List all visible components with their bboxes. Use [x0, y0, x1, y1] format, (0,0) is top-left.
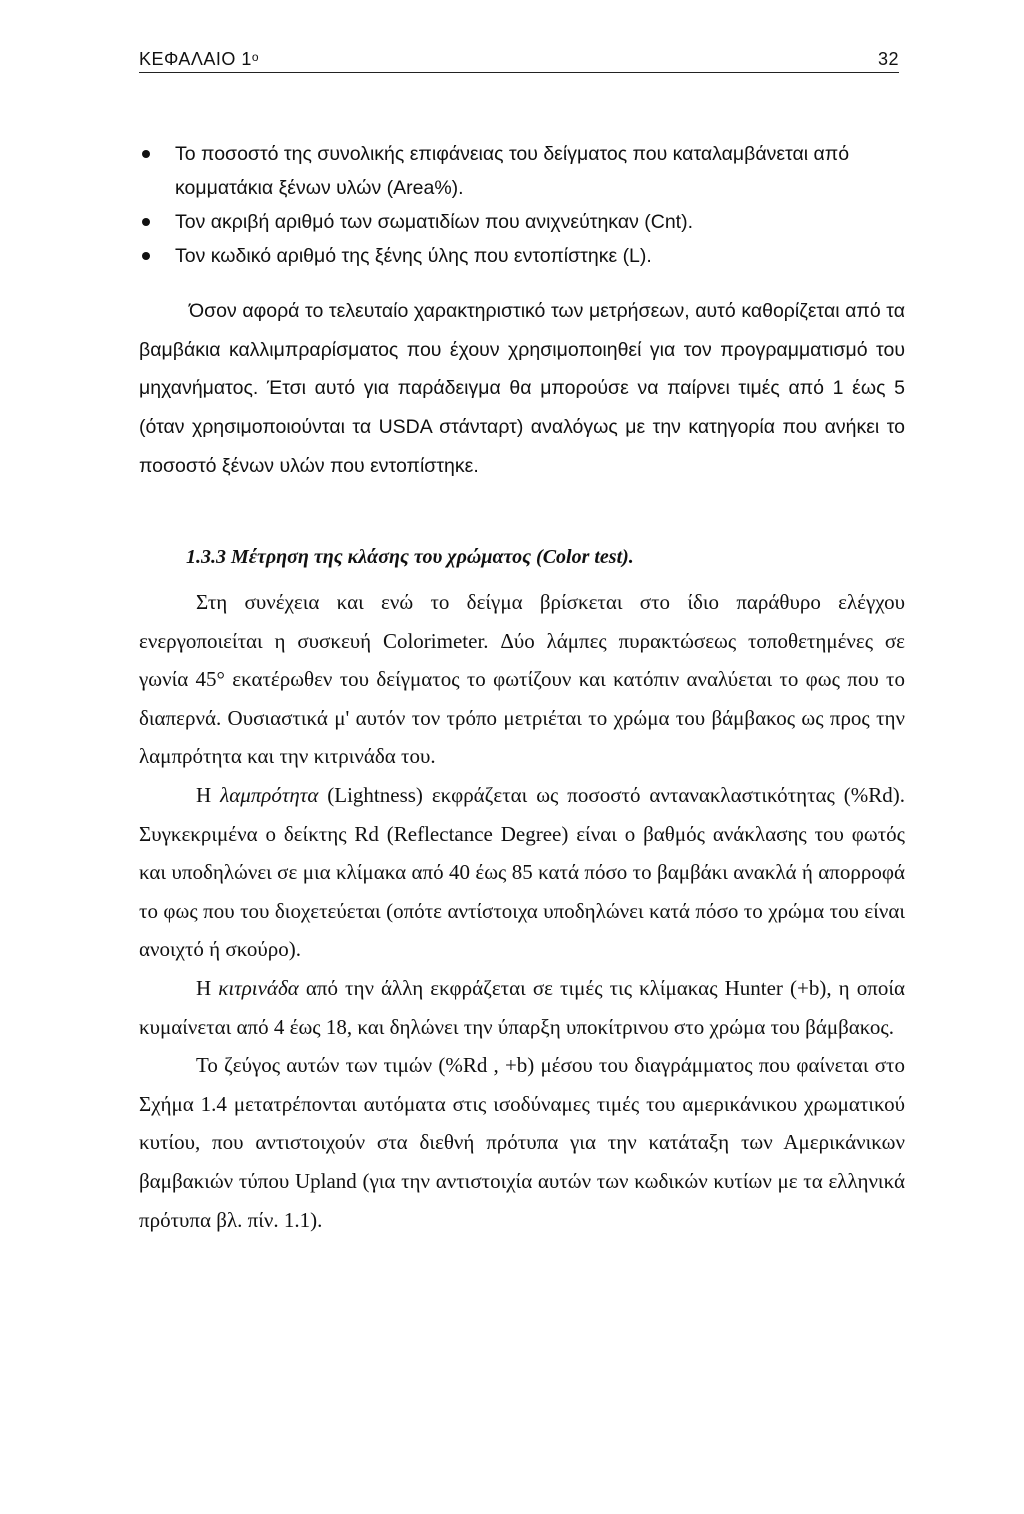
bullet-icon: [142, 252, 150, 260]
chapter-label: ΚΕΦΑΛΑΙΟ $1^o$: [139, 49, 260, 69]
lightness-term: λαμπρότητα: [220, 782, 319, 807]
list-item-text: Τον ακριβή αριθμό των σωματιδίων που ανιχνεύτηκαν (Cnt).: [175, 211, 694, 233]
page-number: 32: [877, 49, 899, 69]
color-paragraph: Στη συνέχεια και ενώ το δείγμα βρίσκεται στο ίδιο παράθυρο ελέγχου ενεργοποιείται η συσκευή Colorimeter. Δύο λάμπες πυρακτώσεως τοποθετημένες σε γωνία 45° εκατέρωθεν του δείγματος το φωτίζουν και κατόπιν αναλύεται το φως που το διαπερνά. Ουσιαστικά μ' αυτόν τον τρόπο μετριέται το χρώμα του βάμβακος ως προς την λαμπρότητα και την κιτρινάδα του.: [139, 590, 905, 769]
grade-paragraph: Όσον αφορά το τελευταίο χαρακτηριστικό των μετρήσεων, αυτό καθορίζεται από τα βαμβάκια καλλιμπραρίσματος που έχουν χρησιμοποιηθεί για τον προγραμματισμό του μηχανήματος. Έτσι αυτό για παράδειγμα θα μπορούσε να παίρνει τιμές από 1 έως 5 (όταν χρησιμοποιούνται τα USDA στάνταρτ) αναλόγως με την κατηγορία που ανήκει το ποσοστό ξένων υλών που εντοπίστηκε.: [139, 300, 905, 477]
section-heading: 1.3.3 Μέτρηση της κλάσης του χρώματος (Color test).: [186, 546, 634, 568]
page-header: [139, 48, 899, 73]
color-pair-paragraph: Το ζεύγος αυτών των τιμών (%Rd , +b) μέσου του διαγράμματος που φαίνεται στο Σχήμα 1.4 μετατρέπονται αυτόματα στις ισοδύναμες τιμές του αμερικάνικου χρωματικού κυτίου, που αντιστοιχούν στα διεθνή πρότυπα για την κατάταξη των Αμερικάνικων βαμβακιών τύπου Upland (για την αντιστοιχία αυτών των κωδικών κυτίων με τα ελληνικά πρότυπα βλ. πίν. 1.1).: [139, 1053, 905, 1232]
color-test-section: [139, 583, 905, 1239]
chapter-ordinal: ο: [251, 50, 260, 64]
bullet-icon: [142, 150, 150, 158]
yellowness-paragraph: Η κιτρινάδα από την άλλη εκφράζεται σε τιμές τις κλίμακας Hunter (+b), η οποία κυμαίνεται από 4 έως 18, και δηλώνει την ύπαρξη υποκίτρινου στο χρώμα του βάμβακος.: [139, 975, 906, 1039]
list-item: [139, 205, 905, 239]
list-item-text: Τον κωδικό αριθμό της ξένης ύλης που εντοπίστηκε (L).: [175, 245, 652, 267]
list-item: [139, 137, 905, 205]
bullet-icon: [142, 218, 150, 226]
list-item: [139, 239, 905, 273]
yellowness-term: κιτρινάδα: [218, 975, 299, 1000]
measurement-list: [139, 137, 905, 273]
lightness-paragraph: Η λαμπρότητα (Lightness) εκφράζεται ως ποσοστό αντανακλαστικότητας (%Rd). Συγκεκριμένα ο δείκτης Rd (Reflectance Degree) είναι ο βαθμός ανάκλασης του φωτός και υποδηλώνει σε μια κλίμακα από 40 έως 85 κατά πόσο το βαμβάκι ανακλά ή απορροφά το φως που του διοχετεύεται (οπότε αντίστοιχα υποδηλώνει κατά πόσο το χρώμα του είναι ανοιχτό ή σκούρο).: [139, 782, 905, 962]
list-item-text: Το ποσοστό της συνολικής επιφάνειας του δείγματος που καταλαμβάνεται από κομματάκια ξένων υλών (Area%).: [175, 143, 850, 199]
